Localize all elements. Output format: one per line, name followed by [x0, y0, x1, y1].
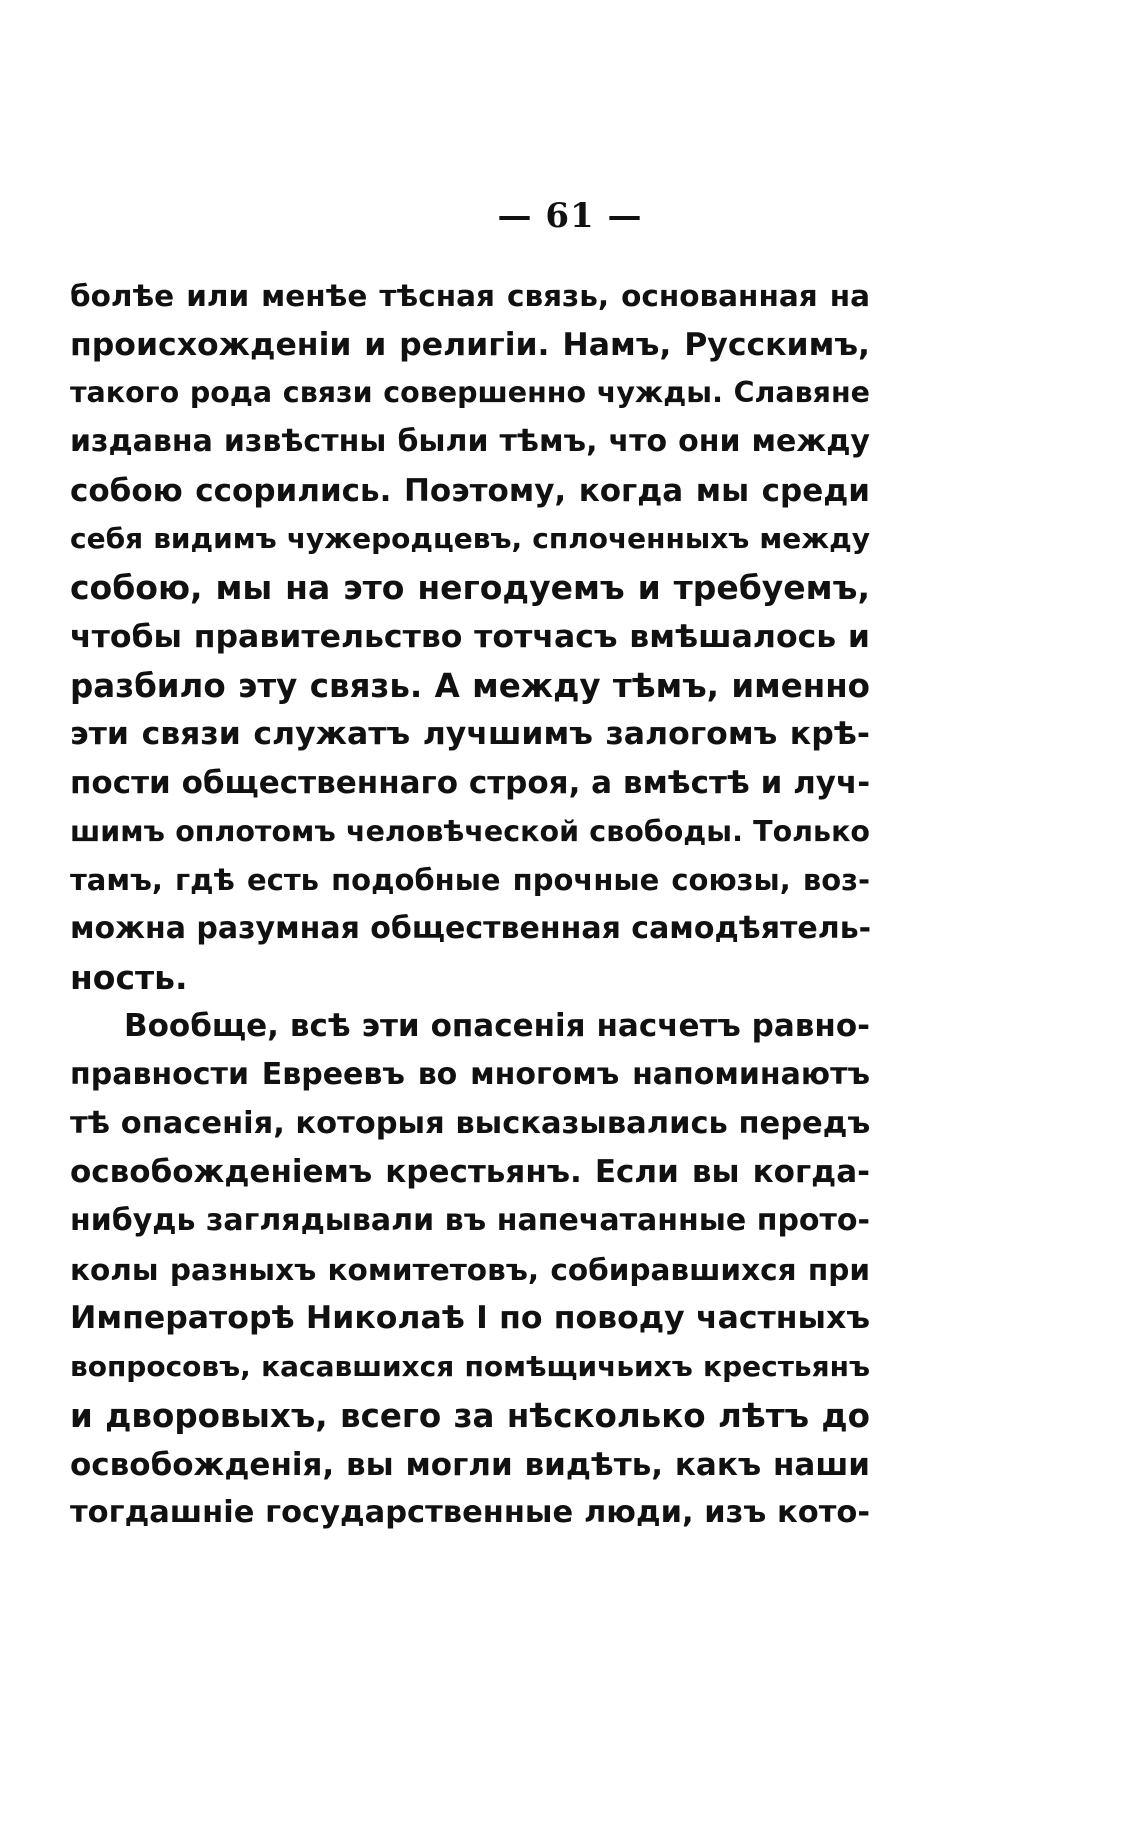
text-line: и дворовыхъ, всего за нѣсколько лѣтъ до — [70, 1396, 870, 1435]
text-line: шимъ оплотомъ человѣческой свободы. Только — [70, 814, 870, 848]
body-text — [70, 272, 870, 1538]
text-line: болѣе или менѣе тѣсная связь, основанная на — [70, 279, 870, 313]
text-line: чтобы правительство тотчасъ вмѣшалось и — [70, 618, 870, 655]
text-line: тамъ, гдѣ есть подобные прочные союзы, воз- — [70, 863, 870, 898]
page-number: — 61 — — [497, 196, 643, 236]
text-line: такого рода связи совершенно чужды. Славяне — [70, 376, 870, 410]
text-line: разбило эту связь. А между тѣмъ, именно — [70, 666, 870, 705]
paragraph-1 — [70, 272, 870, 1002]
text-line: вопросовъ, касавшихся помѣщичьихъ крестьянъ — [70, 1350, 870, 1384]
text-line: издавна извѣстны были тѣмъ, что они между — [70, 424, 870, 460]
text-line: собою ссорились. Поэтому, когда мы среди — [70, 472, 870, 509]
paragraph-2 — [70, 1002, 870, 1538]
text-line: происхожденіи и религіи. Намъ, Русскимъ, — [70, 326, 870, 363]
text-line: Императорѣ Николаѣ I по поводу частныхъ — [70, 1300, 870, 1337]
text-line: Вообще, всѣ эти опасенія насчетъ равно- — [124, 1008, 870, 1045]
text-line: освобожденіемъ крестьянъ. Если вы когда- — [70, 1154, 870, 1191]
text-line: нибудь заглядывали въ напечатанные прото- — [70, 1203, 870, 1239]
text-line: себя видимъ чужеродцевъ, сплоченныхъ между — [70, 522, 870, 556]
text-line: эти связи служатъ лучшимъ залогомъ крѣ- — [70, 716, 870, 753]
text-line: собою, мы на это негодуемъ и требуемъ, — [70, 568, 870, 608]
text-line: колы разныхъ комитетовъ, собиравшихся при — [70, 1252, 870, 1287]
text-line: можна разумная общественная самодѣятель- — [70, 910, 872, 946]
text-line: освобожденія, вы могли видѣть, какъ наши — [70, 1446, 870, 1483]
text-line: пости общественнаго строя, а вмѣстѣ и луч- — [70, 764, 871, 801]
text-line: тогдашніе государственные люди, изъ кото- — [70, 1495, 870, 1531]
text-line: ность. — [70, 957, 188, 997]
text-line: тѣ опасенія, которыя высказывались передъ — [70, 1105, 871, 1141]
text-line: правности Евреевъ во многомъ напоминаютъ — [70, 1057, 870, 1092]
